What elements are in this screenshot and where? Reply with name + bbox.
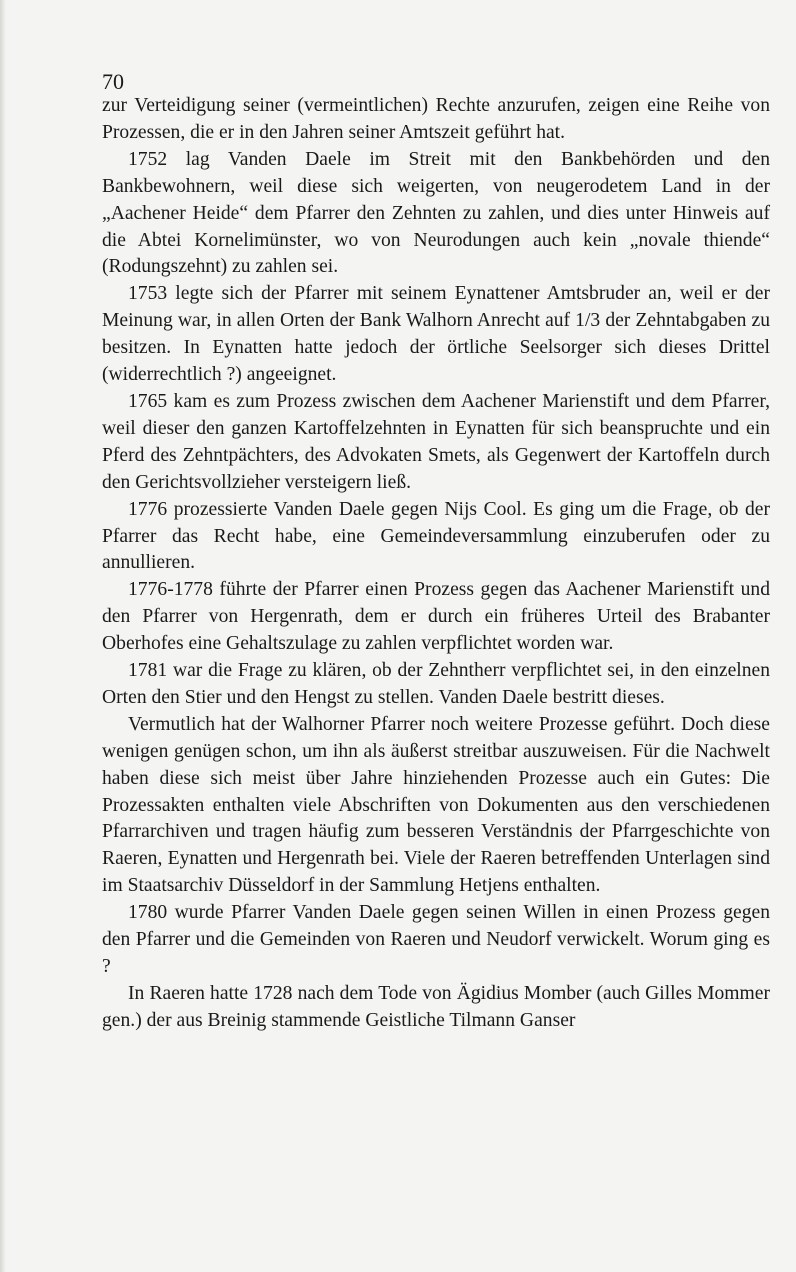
paragraph-10: In Raeren hatte 1728 nach dem Tode von Ägidius Momber (auch Gilles Mommer gen.) der aus Breinig stammende Geistliche Tilmann Ganser xyxy=(102,982,770,1031)
paragraph-8: Vermutlich hat der Walhorner Pfarrer noch weitere Prozesse geführt. Doch diese wenigen genügen schon, um ihn als äußerst streitbar auszuweisen. Für die Nachwelt haben diese sich meist über Jahre hinziehenden Prozesse auch ein Gutes: Die Prozessakten enthalten viele Abschriften von Dokumenten aus den verschiedenen Pfarrarchiven und tragen häufig zum besseren Verständnis der Pfarrgeschichte von Raeren, Eynatten und Hergenrath bei. Viele der Raeren betreffenden Unterlagen sind im Staatsarchiv Düsseldorf in der Sammlung Hetjens enthalten. xyxy=(102,713,770,897)
paragraph-3: 1753 legte sich der Pfarrer mit seinem Eynattener Amtsbruder an, weil er der Meinung war, in allen Orten der Bank Walhorn Anrecht auf 1/3 der Zehntabgaben zu besitzen. In Eynatten hatte jedoch der örtliche Seelsorger sich dieses Drittel (widerrechtlich ?) angeeignet. xyxy=(102,283,770,386)
paragraph-2: 1752 lag Vanden Daele im Streit mit den Bankbehörden und den Bankbewohnern, weil diese sich weigerten, von neugerodetem Land in der „Aachener Heide“ dem Pfarrer den Zehnten zu zahlen, und dies unter Hinweis auf die Abtei Kornelimünster, wo von Neurodungen auch kein „novale thiende“ (Rodungszehnt) zu zahlen sei. xyxy=(102,148,770,278)
paragraph-9: 1780 wurde Pfarrer Vanden Daele gegen seinen Willen in einen Prozess gegen den Pfarrer und die Gemeinden von Raeren und Neudorf verwickelt. Worum ging es ? xyxy=(102,902,770,977)
paragraph-4: 1765 kam es zum Prozess zwischen dem Aachener Marienstift und dem Pfarrer, weil dieser den ganzen Kartoffelzehnten in Eynatten für sich beanspruchte und ein Pferd des Zehntpächters, des Advokaten Smets, als Gegenwert der Kartoffeln durch den Gerichtsvollzieher versteigern ließ. xyxy=(102,390,770,493)
paragraph-6: 1776-1778 führte der Pfarrer einen Prozess gegen das Aachener Marienstift und den Pfarrer von Hergenrath, dem er durch ein früheres Urteil des Brabanter Oberhofes eine Gehaltszulage zu zahlen verpflichtet worden war. xyxy=(102,579,770,655)
paragraph-1: zur Verteidigung seiner (vermeintlichen) Rechte anzurufen, zeigen eine Reihe von Prozessen, die er in den Jahren seiner Amtszeit geführt hat. xyxy=(102,95,770,143)
page-edge xyxy=(0,0,6,1272)
paragraph-7: 1781 war die Frage zu klären, ob der Zehntherr verpflichtet sei, in den einzelnen Orten den Stier und den Hengst zu stellen. Vanden Daele bestritt dieses. xyxy=(102,660,770,708)
paragraph-5: 1776 prozessierte Vanden Daele gegen Nijs Cool. Es ging um die Frage, ob der Pfarrer das Recht habe, eine Gemeindeversammlung einzuberufen oder zu annullieren. xyxy=(102,498,770,574)
body-text xyxy=(102,93,770,1035)
page-number: 70 xyxy=(102,69,124,94)
